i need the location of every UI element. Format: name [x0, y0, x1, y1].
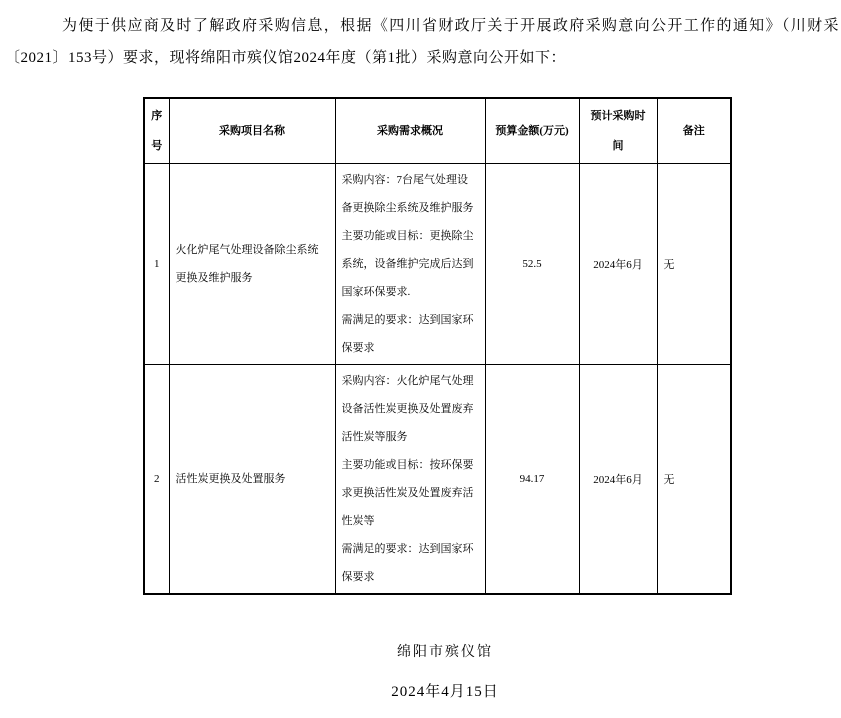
row2-estimated-time: 2024年6月 — [579, 365, 657, 595]
signature-organization: 绵阳市殡仪馆 — [397, 645, 493, 660]
row2-remarks: 无 — [657, 365, 731, 595]
row2-demand-overview — [335, 365, 485, 595]
table-row-1 — [144, 164, 731, 365]
header-project-name: 采购项目名称 — [169, 98, 335, 164]
header-serial-number: 序号 — [144, 98, 169, 164]
row1-project-name: 火化炉尾气处理设备除尘系统更换及维护服务 — [169, 164, 335, 365]
header-estimated-time: 预计采购时间 — [579, 98, 657, 164]
intro-paragraph: 为便于供应商及时了解政府采购信息，根据《四川省财政厅关于开展政府采购意向公开工作的通知》（川财采〔2021〕153号）要求，现将绵阳市殡仪馆2024年度（第1批）采购意向公开如下： — [5, 18, 839, 66]
row2-demand-content: 采购内容：火化炉尾气处理设备活性炭更换及处置废弃活性炭等服务 — [341, 375, 474, 443]
header-budget-amount: 预算金额(万元) — [485, 98, 579, 164]
row2-project-name: 活性炭更换及处置服务 — [169, 365, 335, 595]
signature-block — [143, 643, 747, 702]
table-row-2 — [144, 365, 731, 595]
table-header-row — [144, 98, 731, 164]
document-page — [0, 10, 841, 718]
signature-date: 2024年4月15日 — [391, 684, 499, 700]
row2-budget-amount: 94.17 — [485, 365, 579, 595]
row2-serial-number: 2 — [144, 365, 169, 595]
row1-demand-function: 主要功能或目标：更换除尘系统，设备维护完成后达到国家环保要求. — [341, 230, 474, 298]
header-remarks: 备注 — [657, 98, 731, 164]
row1-budget-amount: 52.5 — [485, 164, 579, 365]
header-demand-overview: 采购需求概况 — [335, 98, 485, 164]
row1-serial-number: 1 — [144, 164, 169, 365]
row1-demand-overview — [335, 164, 485, 365]
row1-demand-requirement: 需满足的要求：达到国家环保要求 — [341, 314, 474, 354]
row2-demand-function: 主要功能或目标：按环保要求更换活性炭及处置废弃活性炭等 — [341, 459, 474, 527]
row1-estimated-time: 2024年6月 — [579, 164, 657, 365]
procurement-intent-table — [143, 97, 732, 595]
row2-demand-requirement: 需满足的要求：达到国家环保要求 — [341, 543, 474, 583]
row1-remarks: 无 — [657, 164, 731, 365]
row1-demand-content: 采购内容：7台尾气处理设备更换除尘系统及维护服务 — [341, 174, 474, 214]
